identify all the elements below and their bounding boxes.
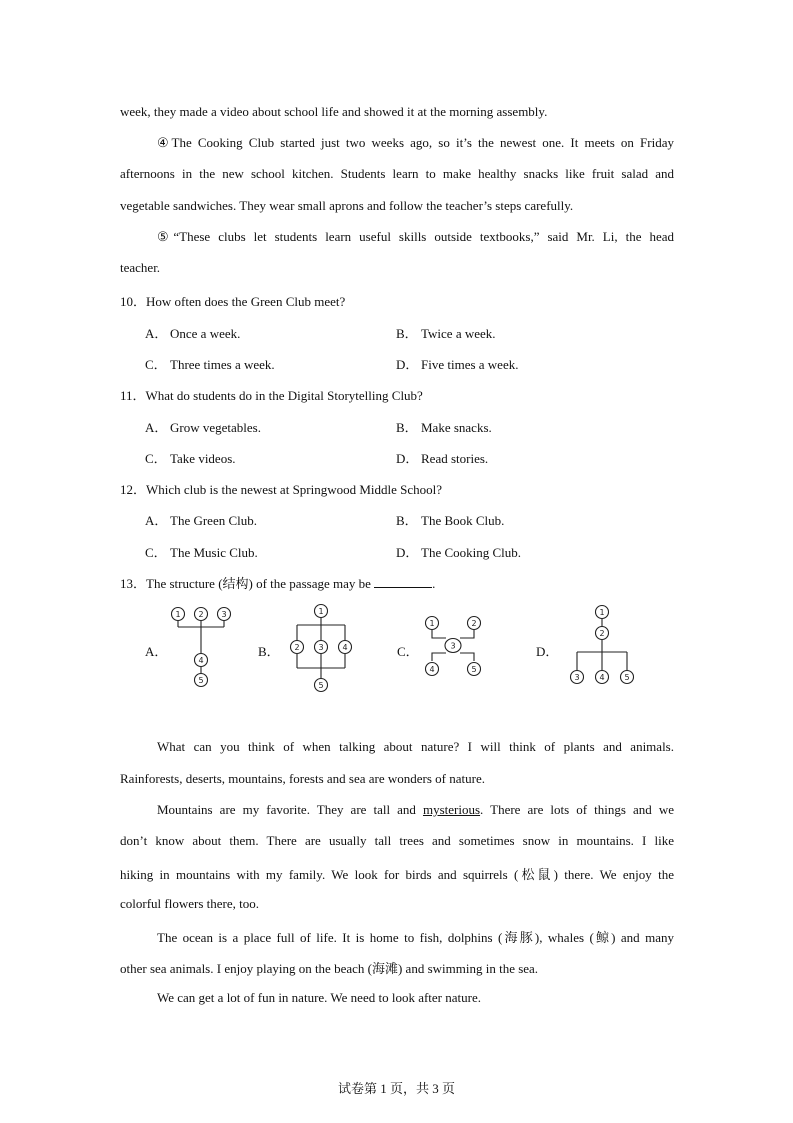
passage-line: ④The Cooking Club started just two weeks ago, so it’s the newest one. It meets on Friday — [157, 135, 674, 150]
structure-diagram-c — [418, 608, 492, 684]
passage-line — [157, 802, 674, 818]
passage-line: colorful flowers there, too. — [120, 896, 259, 911]
passage-line: ⑤“These clubs let students learn useful skills outside textbooks,” said Mr. Li, the head — [157, 229, 674, 244]
diagram-d-label[interactable]: D． — [536, 644, 559, 659]
node-label: 4 — [342, 643, 348, 652]
option-12-c[interactable] — [145, 542, 258, 561]
option-text: Take videos. — [170, 451, 236, 466]
passage-line: week, they made a video about school life and showed it at the morning assembly. — [120, 104, 548, 119]
question-12-stem: 12．Which club is the newest at Springwood Middle School? — [120, 482, 443, 497]
option-text: The Cooking Club. — [421, 545, 522, 560]
option-letter: B． — [396, 326, 418, 341]
passage-line: The ocean is a place full of life. It is home to fish, dolphins (海豚), whales (鲸) and many — [157, 930, 674, 945]
node-label: 2 — [599, 629, 605, 638]
question-13-stem — [120, 573, 435, 592]
option-letter: D． — [396, 451, 419, 466]
node-label: 5 — [471, 665, 477, 674]
option-letter: A． — [145, 326, 168, 341]
option-letter: D． — [396, 545, 419, 560]
structure-diagram-d — [566, 602, 642, 688]
node-label: 1 — [318, 607, 324, 616]
passage-line: hiking in mountains with my family. We look for birds and squirrels (松鼠) there. We enjoy the — [120, 867, 674, 882]
passage-line: other sea animals. I enjoy playing on the beach (海滩) and swimming in the sea. — [120, 961, 539, 976]
passage-line: vegetable sandwiches. They wear small aprons and follow the teacher’s steps carefully. — [120, 198, 574, 213]
node-label: 2 — [471, 619, 477, 628]
structure-diagram-a — [165, 606, 237, 690]
option-letter: A． — [145, 420, 168, 435]
option-text: Once a week. — [170, 326, 241, 341]
node-label: 1 — [599, 608, 605, 617]
node-label: 3 — [318, 643, 324, 652]
option-letter: C． — [145, 357, 167, 372]
option-letter: D． — [396, 357, 419, 372]
answer-blank[interactable] — [374, 577, 432, 588]
diagram-c-label[interactable]: C． — [397, 644, 419, 659]
option-text: Twice a week. — [421, 326, 496, 341]
option-letter: A． — [145, 513, 168, 528]
node-label: 2 — [198, 610, 204, 619]
node-label: 5 — [198, 676, 204, 685]
node-label: 3 — [574, 673, 580, 682]
option-10-c[interactable] — [145, 354, 275, 373]
option-text: The Music Club. — [170, 545, 258, 560]
option-12-b[interactable] — [396, 510, 504, 529]
option-text: Make snacks. — [421, 420, 492, 435]
option-letter: C． — [145, 545, 167, 560]
option-text: The Green Club. — [170, 513, 258, 528]
passage-line: don’t know about them. There are usually tall trees and sometimes snow in mountains. I like — [120, 833, 674, 848]
passage-line: Rainforests, deserts, mountains, forests and sea are wonders of nature. — [120, 771, 485, 786]
option-12-d[interactable] — [396, 542, 521, 561]
node-label: 3 — [221, 610, 227, 619]
option-text: Five times a week. — [421, 357, 519, 372]
node-label: 2 — [294, 643, 300, 652]
passage-line: What can you think of when talking about nature? I will think of plants and animals. — [157, 739, 674, 754]
option-11-c[interactable] — [145, 448, 236, 467]
node-label: 1 — [429, 619, 435, 628]
question-11-stem: 11．What do students do in the Digital Storytelling Club? — [120, 388, 423, 403]
passage-text: Mountains are my favorite. They are tall and — [157, 802, 416, 817]
underlined-word: mysterious — [422, 802, 481, 817]
node-label: 5 — [318, 681, 324, 690]
node-label: 1 — [175, 610, 181, 619]
passage-line: We can get a lot of fun in nature. We need to look after nature. — [157, 990, 481, 1005]
option-text: Three times a week. — [170, 357, 275, 372]
option-10-b[interactable] — [396, 323, 496, 342]
option-letter: B． — [396, 513, 418, 528]
option-letter: B． — [396, 420, 418, 435]
option-text: Grow vegetables. — [170, 420, 261, 435]
option-text: Read stories. — [421, 451, 489, 466]
passage-line: afternoons in the new school kitchen. Students learn to make healthy snacks like fruit salad and — [120, 166, 674, 181]
option-11-a[interactable] — [145, 417, 261, 436]
option-11-d[interactable] — [396, 448, 488, 467]
node-label: 5 — [624, 673, 630, 682]
node-label: 4 — [429, 665, 435, 674]
structure-diagram-b — [282, 600, 362, 694]
page-footer: 试卷第 1 页，共 3 页 — [337, 1081, 455, 1096]
option-text: The Book Club. — [421, 513, 505, 528]
question-10-stem: 10．How often does the Green Club meet? — [120, 294, 346, 309]
diagram-a-label[interactable]: A． — [145, 644, 168, 659]
question-13-end: . — [432, 576, 436, 591]
option-10-d[interactable] — [396, 354, 518, 373]
node-label: 4 — [198, 656, 204, 665]
question-13-text: 13．The structure (结构) of the passage may be — [120, 576, 371, 591]
option-12-a[interactable] — [145, 510, 257, 529]
passage-line: teacher. — [120, 260, 161, 275]
node-label: 3 — [450, 641, 456, 651]
option-letter: C． — [145, 451, 167, 466]
node-label: 4 — [599, 673, 605, 682]
option-10-a[interactable] — [145, 323, 240, 342]
option-11-b[interactable] — [396, 417, 492, 436]
diagram-b-label[interactable]: B． — [258, 644, 280, 659]
passage-text: . There are lots of things and we — [480, 802, 674, 817]
